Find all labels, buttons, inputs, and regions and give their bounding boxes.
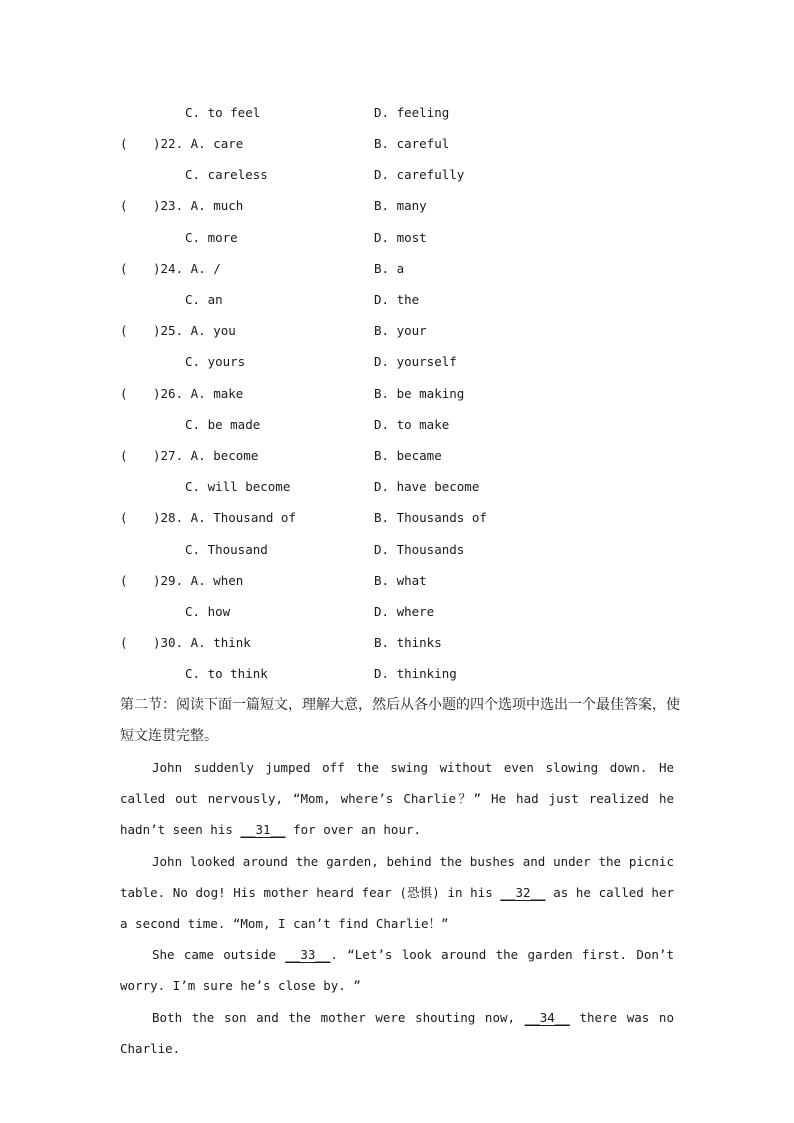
option-b: B. be making — [374, 386, 465, 401]
question-number-option-a: )30. A. think — [153, 635, 251, 650]
option-c: C. yours — [185, 354, 246, 369]
blank-31: __31__ — [240, 822, 286, 837]
option-c: C. an — [185, 292, 223, 307]
option-d: D. to make — [374, 417, 450, 432]
option-b: B. Thousands of — [374, 510, 487, 525]
option-b: B. became — [374, 448, 442, 463]
option-c: C. to think — [185, 666, 268, 681]
passage-text: as he called her a second time. “Mom, I can’t find Charlie！” — [120, 885, 674, 931]
option-b: B. a — [374, 261, 405, 276]
answer-paren: ( — [120, 386, 128, 401]
option-d: D. yourself — [374, 354, 457, 369]
option-c: C. how — [185, 604, 231, 619]
question-number-option-a: )24. A. / — [153, 261, 221, 276]
option-b: B. your — [374, 323, 427, 338]
question-number-option-a: )27. A. become — [153, 448, 259, 463]
question-number-option-a: )23. A. much — [153, 198, 244, 213]
section-2-instructions: 第二节：阅读下面一篇短文，理解大意，然后从各小题的四个选项中选出一个最佳答案，使短文连贯完整。 — [120, 697, 680, 744]
passage-text: Both the son and the mother were shouting now, — [152, 1010, 525, 1025]
answer-paren: ( — [120, 136, 128, 151]
passage-text: John suddenly jumped off the swing without even slowing down. He called out nervously, “Mom, where’s Charlie？” He had just realized he hadn’t seen his — [120, 760, 674, 837]
question-number-option-a: )26. A. make — [153, 386, 244, 401]
question-number-option-a: )28. A. Thousand of — [153, 510, 296, 525]
blank-32: __32__ — [500, 885, 546, 900]
option-d: D. have become — [374, 479, 480, 494]
answer-paren: ( — [120, 448, 128, 463]
option-d: D. carefully — [374, 167, 465, 182]
answer-paren: ( — [120, 261, 128, 276]
answer-paren: ( — [120, 198, 128, 213]
question-number-option-a: )22. A. care — [153, 136, 244, 151]
answer-paren: ( — [120, 573, 128, 588]
blank-33: __33__ — [285, 947, 331, 962]
passage-paragraph-2 — [120, 846, 674, 939]
passage-text: John looked around the garden, behind the bushes and under the picnic table. No dog! His mother heard fear (恐惧) in his — [120, 854, 674, 900]
passage-paragraph-3 — [120, 939, 674, 1001]
passage-text: for over an hour. — [285, 822, 422, 837]
option-d: D. feeling — [374, 105, 450, 120]
option-c: C. to feel — [185, 105, 261, 120]
option-d: D. thinking — [374, 666, 457, 681]
passage-text: . “Let’s look around the garden first. Don’t worry. I’m sure he’s close by. ” — [120, 947, 674, 993]
question-number-option-a: )25. A. you — [153, 323, 236, 338]
option-c: C. careless — [185, 167, 268, 182]
option-c: C. be made — [185, 417, 261, 432]
option-b: B. thinks — [374, 635, 442, 650]
answer-paren: ( — [120, 635, 128, 650]
answer-paren: ( — [120, 323, 128, 338]
option-c: C. will become — [185, 479, 291, 494]
passage-paragraph-1 — [120, 752, 674, 845]
option-d: D. the — [374, 292, 420, 307]
passage-text: She came outside — [152, 947, 286, 962]
option-d: D. Thousands — [374, 542, 465, 557]
answer-paren: ( — [120, 510, 128, 525]
passage-paragraph-4 — [120, 1002, 674, 1064]
option-b: B. careful — [374, 136, 450, 151]
option-d: D. where — [374, 604, 435, 619]
option-b: B. many — [374, 198, 427, 213]
blank-34: __34__ — [524, 1010, 570, 1025]
option-d: D. most — [374, 230, 427, 245]
option-b: B. what — [374, 573, 427, 588]
question-number-option-a: )29. A. when — [153, 573, 244, 588]
option-c: C. more — [185, 230, 238, 245]
passage-text: there was no Charlie. — [120, 1010, 674, 1056]
option-c: C. Thousand — [185, 542, 268, 557]
